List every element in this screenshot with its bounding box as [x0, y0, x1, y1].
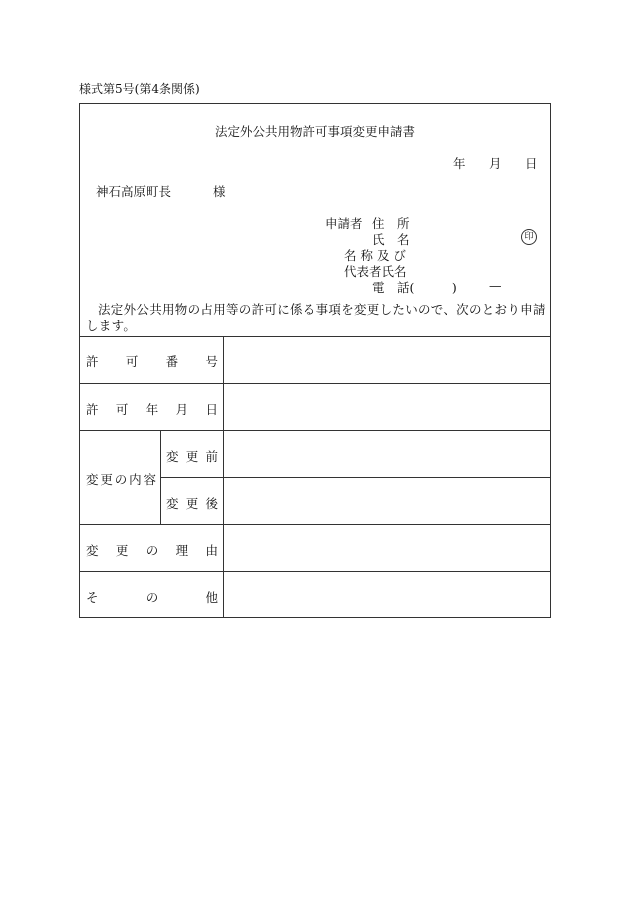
phone-dash: — [489, 278, 502, 293]
addressee-name: 神石高原町長 [96, 184, 172, 199]
table-rule [160, 477, 550, 478]
form-number-label: 様式第5号(第4条関係) [79, 82, 200, 96]
table-rule [80, 430, 550, 431]
table-rule [80, 524, 550, 525]
after-change-label: 変 更 後 [166, 496, 218, 511]
phone-label: 電 話( ) [372, 280, 457, 295]
table-rule [80, 383, 550, 384]
date-month: 月 [489, 156, 502, 171]
before-change-label: 変 更 前 [166, 449, 218, 464]
address-label: 住 所 [372, 216, 410, 231]
addressee-honorific: 様 [213, 184, 226, 199]
other-label: そ の 他 [86, 590, 218, 605]
date-day: 日 [525, 156, 538, 171]
permit-date-label: 許 可 年 月 日 [86, 402, 218, 417]
form-title: 法定外公共用物許可事項変更申請書 [214, 124, 415, 139]
application-statement: 法定外公共用物の占用等の許可に係る事項を変更したいので、次のとおり申請します。 [86, 302, 546, 333]
change-reason-label: 変 更 の 理 由 [86, 543, 218, 558]
change-content-label: 変 更 の 内 容 [86, 472, 156, 487]
representative-label: 代表者氏名 [344, 264, 407, 279]
name-label: 氏 名 [372, 232, 410, 247]
table-rule [80, 571, 550, 572]
date-year: 年 [453, 156, 466, 171]
permit-number-label: 許 可 番 号 [86, 354, 218, 369]
addressee [96, 182, 226, 200]
seal-mark: 印 [521, 229, 537, 245]
applicant-heading: 申請者 [325, 216, 363, 231]
application-form [79, 103, 551, 618]
table-subcolumn-divider [160, 430, 161, 524]
table-rule [80, 336, 550, 337]
org-name-label: 名 称 及 び [344, 248, 406, 263]
table-column-divider [223, 336, 224, 617]
